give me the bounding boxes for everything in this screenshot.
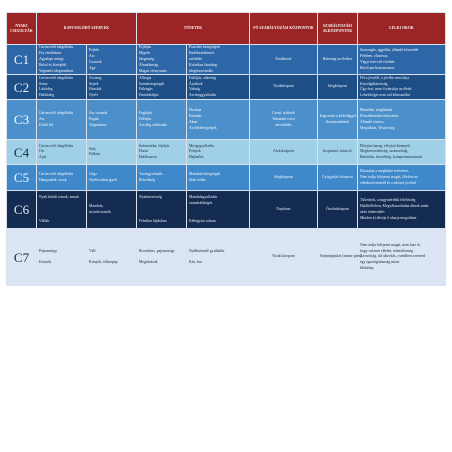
cell-line: Nyálkatömlő gyulladás xyxy=(189,248,225,253)
sub-center-cell xyxy=(318,140,358,165)
cell-line: Megkeseredettség, szomorúság xyxy=(360,149,408,154)
cell-line: Elfojtott harag, elfojtott könnyek xyxy=(360,143,410,148)
cell-line: Gerincvelő idegellátás xyxy=(39,111,74,116)
cell-line: Orr xyxy=(39,149,45,154)
cell-line: Bátorság az élethez xyxy=(322,56,353,61)
cell-line: Hajhullás xyxy=(189,155,204,160)
cell-line: Akne xyxy=(189,119,198,124)
organs-cell xyxy=(37,75,87,100)
cell-line: Ekcéma xyxy=(189,108,202,113)
cell-line: Inspiráció, intuíció xyxy=(323,149,352,154)
cell-line: Fogak xyxy=(89,116,99,121)
cell-line: Elviselhetetlen helyzetek, xyxy=(360,114,400,118)
cell-line: Fülfájás, süketség xyxy=(189,75,217,80)
cell-line: Gyógyulási központ xyxy=(322,174,353,179)
cell-line: Trigeminus xyxy=(89,122,107,127)
cell-line: Fej vérellátása xyxy=(39,50,62,55)
cell-line: Pszichés betegségek xyxy=(189,45,220,49)
cell-line: Gége xyxy=(89,172,98,176)
psychological-causes-cell xyxy=(358,75,446,100)
psychological-causes-cell xyxy=(358,191,446,229)
organs-secondary-cell xyxy=(87,140,137,165)
cell-line: Belső és középfül xyxy=(39,62,66,67)
cell-line: Emlékezet xyxy=(275,56,292,61)
cell-line: Félelem, zűrzavar, xyxy=(360,53,388,58)
cell-line: Zavarttság, túl aktivitás, csendben szenved xyxy=(360,254,425,259)
sub-center-cell xyxy=(318,229,362,286)
cell-line: Arc xyxy=(39,116,45,121)
cell-line: Mandula betegségek xyxy=(189,172,221,176)
cell-line: szédülés xyxy=(189,56,202,61)
sub-center-cell xyxy=(318,45,358,75)
cell-line: Napfonat xyxy=(276,206,291,211)
organs-cell xyxy=(37,229,87,286)
cell-line: Állandó stressz, xyxy=(360,119,385,124)
cell-line: nyirokcsomók xyxy=(89,209,111,214)
cell-line: Mirigygyulladás xyxy=(189,143,215,148)
organs-secondary-cell xyxy=(87,100,137,140)
vertebra-code: C6 xyxy=(7,191,37,229)
cell-line: Fülzúgás xyxy=(139,87,153,92)
header-organs: KAPCSOLÓDÓ SZERVEK xyxy=(37,13,137,45)
main-center-cell xyxy=(250,165,318,191)
cell-line: Hallászavar xyxy=(139,155,157,160)
cell-line: Bántódás, keserűség, kompromisszumok xyxy=(360,155,423,160)
cell-line: Idült nátha xyxy=(189,177,206,182)
vertebra-code: C5 xyxy=(7,165,37,191)
symptoms-cell xyxy=(137,191,187,229)
cell-line: Hangszálak, torok xyxy=(39,177,67,182)
cell-line: Szénanátha, fejfájás xyxy=(139,143,170,148)
cell-line: Belső perfeszionizmus xyxy=(360,65,395,70)
cell-line: Fülfájás xyxy=(139,116,152,121)
cell-line: Gerincvelő idegellátás xyxy=(39,75,74,80)
symptoms-cell xyxy=(137,229,187,286)
cell-line: Fejfájás xyxy=(139,45,152,49)
cell-line: Szem xyxy=(39,81,48,86)
vertebrae-table xyxy=(6,12,446,286)
symptoms-secondary-cell xyxy=(187,100,250,140)
main-center-cell xyxy=(250,75,318,100)
psychological-causes-cell xyxy=(358,140,446,165)
symptoms-secondary-cell xyxy=(187,140,250,165)
cell-line: Sejtmegújulás (tumor pont) xyxy=(320,254,362,259)
organs-cell xyxy=(37,45,87,75)
header-psychological-causes: LELKI OKOK xyxy=(358,13,446,45)
cell-line: Haláltfélelem, Megválaszolatlan álmok miatt xyxy=(360,204,429,208)
cell-line: Nem tudja kifejezni magát, félelem az xyxy=(360,174,418,179)
cell-line: Magas vérnyomás xyxy=(139,68,167,73)
cell-line: Arcideg zsibbadás xyxy=(139,122,167,127)
cell-line: Nem tudja kifejezni magát, nem hisz el, xyxy=(360,242,421,247)
organs-cell xyxy=(37,140,87,165)
symptoms-secondary-cell xyxy=(187,191,250,229)
cell-line: Kéz, kar xyxy=(189,260,202,265)
organs-secondary-cell xyxy=(87,191,137,229)
cell-line: Krónikus fáradság xyxy=(189,62,217,67)
organs-secondary-cell xyxy=(87,75,137,100)
cell-line: Megfázások xyxy=(139,260,158,265)
symptoms-cell xyxy=(137,75,187,100)
cell-line: Vállak xyxy=(39,218,50,223)
symptoms-secondary-cell xyxy=(187,165,250,191)
cell-line: Polipok xyxy=(189,149,201,154)
table-row xyxy=(7,140,446,165)
cell-line: Sejtek xyxy=(89,81,99,86)
sub-center-cell xyxy=(318,191,358,229)
sub-center-cell xyxy=(318,75,358,100)
cell-line: idegösszeomlás xyxy=(189,68,213,73)
main-center-cell xyxy=(250,191,318,229)
cell-line: Nyakközpont xyxy=(273,84,294,89)
cell-line: Homlok xyxy=(89,87,102,92)
table-row xyxy=(7,191,446,229)
symptoms-cell xyxy=(137,165,187,191)
sub-center-cell xyxy=(318,165,358,191)
cell-line: Rekedtség xyxy=(139,177,155,182)
cell-line: Idegközpont xyxy=(274,174,293,179)
cell-line: Túlterhelt, a nagymértékű felelősség xyxy=(360,198,416,203)
main-center-cell xyxy=(250,45,318,75)
cell-line: Külső fül xyxy=(39,122,54,127)
cell-line: Kapcsolat a külvilággal, xyxy=(320,114,357,118)
vertebra-code: C7 xyxy=(7,229,37,286)
main-center-cell xyxy=(250,100,318,140)
cell-line: egy igazságtalanság miatt. xyxy=(360,260,400,265)
cell-line: Arcüreg xyxy=(89,75,102,80)
cell-line: Látóideg xyxy=(39,87,53,92)
cell-line: Fülkürt xyxy=(89,152,101,157)
cell-line: Ösztönközpont xyxy=(326,206,349,211)
cell-line: Idegesség xyxy=(139,56,154,61)
main-center-cell xyxy=(250,140,318,165)
cell-line: Felsőkar fájdalom xyxy=(139,218,167,223)
cell-line: ellenkező nemtől és a sikeres jövőtől xyxy=(360,180,416,185)
cell-line: Csont, izületek xyxy=(272,111,295,116)
psychological-causes-cell xyxy=(358,45,446,75)
cell-line: Vegetatív idegrendszer xyxy=(39,68,74,73)
cell-line: Migrén xyxy=(139,50,151,55)
cell-line: Úgy érzi, nem ő irányítja az életét xyxy=(360,87,412,92)
cell-line: Elutasítja a megbántó érzéseket, xyxy=(360,169,409,174)
cell-line: Gerincvelő idegellátás xyxy=(39,143,74,148)
cell-line: hogy valamit elérhet, tehetetlenség xyxy=(360,248,413,253)
cell-line: Pattanás xyxy=(189,114,202,118)
cell-line: Mandula, xyxy=(89,204,104,208)
header-vertebrae: NYAKI CSIGOLYÁK xyxy=(7,13,37,45)
cell-line: Szembetegségek xyxy=(139,81,165,86)
cell-line: Gerincvelő idegellátás xyxy=(39,172,74,176)
table-row xyxy=(7,45,446,75)
cell-line: Nyak körüli izmok, izmok xyxy=(39,195,80,200)
cell-line: Könyök, felkerpáp xyxy=(89,260,118,265)
organs-secondary-cell xyxy=(87,45,137,75)
vertebra-code: C2 xyxy=(7,75,37,100)
symptoms-secondary-cell xyxy=(187,229,250,286)
cell-line: Valamint a test xyxy=(272,116,295,121)
cell-line: Gerincvelő idegellátás xyxy=(39,45,74,49)
cell-line: Kéltegyön rohum xyxy=(189,218,216,223)
header-main-centers: FŐ SZABÁLYOZÁSI KÖZPONTOK xyxy=(250,13,318,45)
cell-line: Mandulagyulladás xyxy=(189,195,218,200)
organs-cell xyxy=(37,165,87,191)
vertebra-code: C1 xyxy=(7,45,37,75)
header-symptoms: TÜNETEK xyxy=(137,13,250,45)
organs-secondary-cell xyxy=(87,165,137,191)
cell-line: Arcüreggyulladás xyxy=(189,93,216,98)
organs-cell xyxy=(37,191,87,229)
cell-line: Hurut xyxy=(139,149,148,154)
cell-line: Fél a jövőtől, a jövőbe nem látja xyxy=(360,75,410,80)
header-sub-centers: SZABÁLYOZÁSI ALKÖZPONTOK xyxy=(318,13,358,45)
cell-line: Nyelv xyxy=(89,93,99,98)
symptoms-cell xyxy=(137,140,187,165)
vertebra-code: C3 xyxy=(7,100,37,140)
cell-line: Alvásközpont xyxy=(272,149,295,154)
cell-line: Vakság xyxy=(189,87,200,92)
cell-line: Arcbőrbetegségek xyxy=(189,125,217,130)
table-row xyxy=(7,229,446,286)
cell-line: Bronchitis, pajzsmirigy xyxy=(139,248,175,253)
organs-cell xyxy=(37,100,87,140)
cell-line: Pajzsmirigy xyxy=(39,248,58,253)
cell-line: Homlokfájás xyxy=(139,93,159,98)
symptoms-secondary-cell xyxy=(187,45,250,75)
cell-line: Nyaki központ xyxy=(272,254,295,259)
cell-line: Vágyi tere-zöl vívódás xyxy=(360,59,395,64)
cell-line: Váll xyxy=(89,248,96,253)
vertebra-code: C4 xyxy=(7,140,37,165)
psychological-causes-cell xyxy=(358,165,446,191)
symptoms-secondary-cell xyxy=(187,75,250,100)
cell-line: Lehetőséget nem tud kihasználni xyxy=(360,93,410,98)
cell-line: Nyelőcsőmirigyek xyxy=(89,177,118,182)
cell-line: Ájulások xyxy=(189,81,203,86)
sub-center-cell xyxy=(318,100,358,140)
table-row xyxy=(7,100,446,140)
cell-line: sírás önbecsülés xyxy=(360,209,385,214)
cell-line: Agy xyxy=(89,65,96,70)
cell-line: Fejbőr xyxy=(89,47,99,52)
cell-line: Allergia xyxy=(139,75,152,80)
cell-line: Agyalapi mirigy xyxy=(39,56,64,61)
symptoms-cell xyxy=(137,45,187,75)
cell-line: Csontok xyxy=(89,59,102,64)
cell-line: Száj xyxy=(89,146,96,151)
cell-line: szamárköhögés xyxy=(189,201,213,206)
cell-line: Könyök xyxy=(39,260,52,265)
cell-line: Nyakmerevség xyxy=(139,195,162,200)
cell-line: Szorongás, aggódás, állandó készenlét xyxy=(360,47,419,52)
cell-line: Álmatlanság xyxy=(139,62,159,67)
symptoms-cell xyxy=(137,100,187,140)
cell-line: növekedés xyxy=(275,122,292,127)
cell-line: Idohiány, xyxy=(360,266,375,271)
cell-line: Kommunikáció xyxy=(325,119,350,124)
psychological-causes-cell xyxy=(358,229,446,286)
cell-line: Hallóideg xyxy=(39,93,54,98)
cell-line: Fogfájás xyxy=(139,111,153,116)
cell-line: Minden ki döröje ő akarja megoldani xyxy=(360,215,417,220)
cell-line: Bántódás, megbántás xyxy=(360,108,393,113)
cell-line: Megalázás, Vesztesség xyxy=(360,125,395,130)
cell-line: Arc xyxy=(89,53,95,58)
table-row xyxy=(7,165,446,191)
cell-line: Emlékezetkiesés xyxy=(189,50,215,55)
cell-line: Arc csontok xyxy=(89,111,108,116)
organs-secondary-cell xyxy=(87,229,137,286)
main-center-cell xyxy=(250,229,318,286)
cell-line: Torokgyulladás xyxy=(139,172,163,176)
psychological-causes-cell xyxy=(358,100,446,140)
cell-line: Kiszolgáltatottság xyxy=(360,81,388,86)
cell-line: Ajak xyxy=(39,155,47,160)
cell-line: Idegközpont xyxy=(328,84,347,89)
table-body xyxy=(7,45,446,286)
table-header xyxy=(7,13,446,45)
table-row xyxy=(7,75,446,100)
